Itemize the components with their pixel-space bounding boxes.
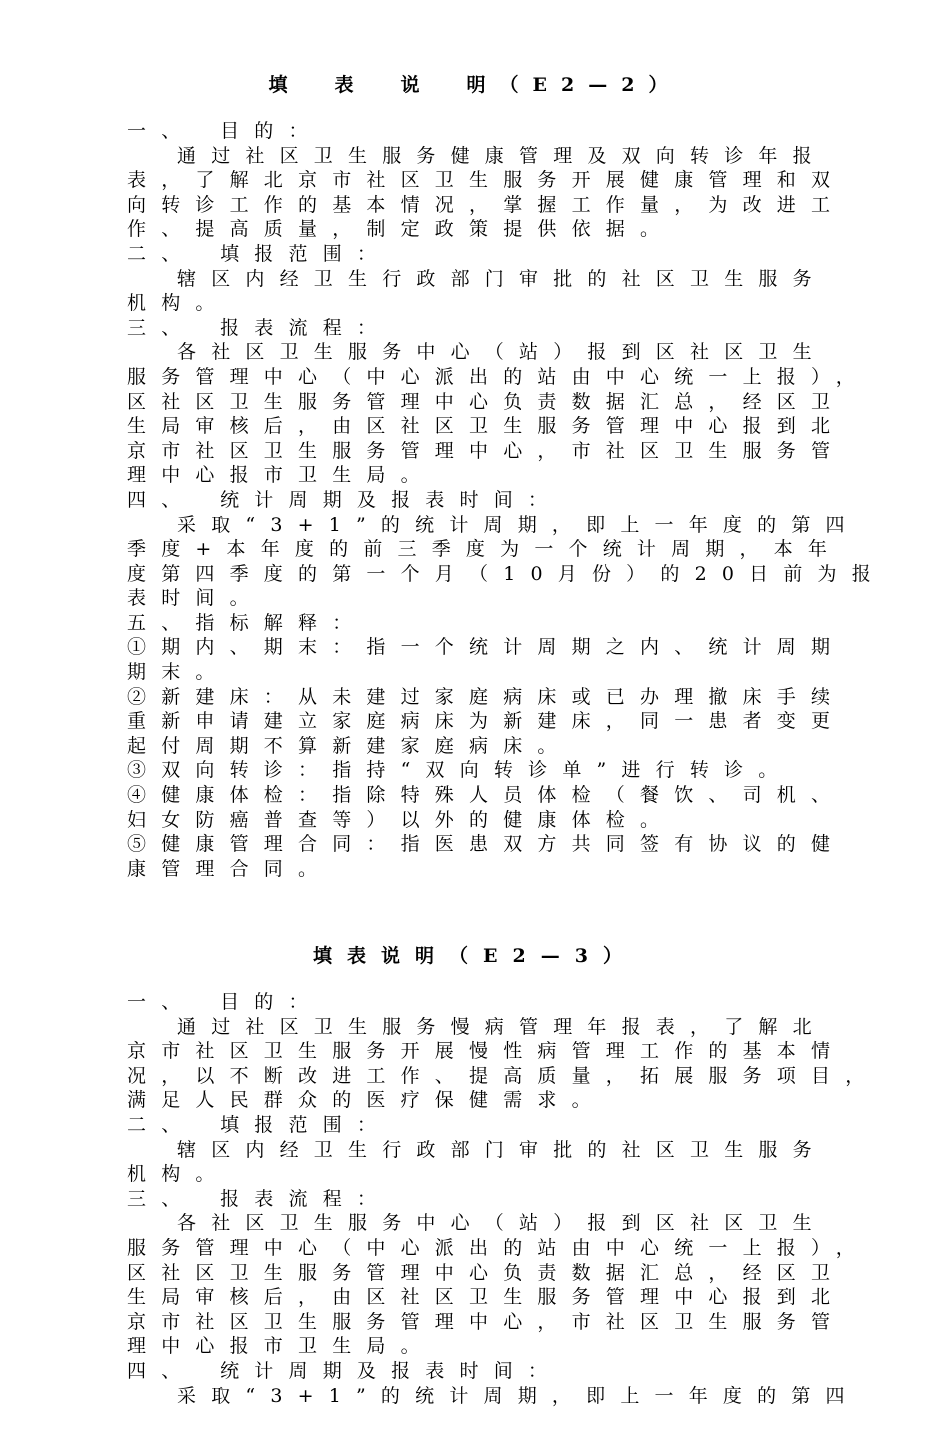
indicator-item: ①期内、期末：指一个统计周期之内、统计周期 xyxy=(127,636,846,659)
indicator-item: ④健康体检：指除特殊人员体检（餐饮、司机、 xyxy=(127,784,846,807)
paragraph-line: 满足人民群众的医疗保健需求。 xyxy=(127,1089,606,1112)
paragraph-line: 机构。 xyxy=(127,292,230,315)
paragraph-line: 期末。 xyxy=(127,661,230,684)
paragraph-line: 机构。 xyxy=(127,1163,230,1186)
paragraph-line: 起付周期不算新建家庭病床。 xyxy=(127,734,572,757)
heading-purpose: 一、 目的： xyxy=(127,120,323,142)
paragraph-line: 京市社区卫生服务管理中心，市社区卫生服务管 xyxy=(127,439,846,462)
paragraph-line: 表时间。 xyxy=(127,587,264,610)
heading-scope: 二、 填报范围： xyxy=(127,1113,392,1136)
section-body-e2-2 xyxy=(127,119,886,881)
paragraph-line: 辖区内经卫生行政部门审批的社区卫生服务 xyxy=(177,1138,827,1161)
heading-period: 四、 统计周期及报表时间： xyxy=(127,1359,563,1382)
section-body-e2-3 xyxy=(127,990,880,1408)
paragraph-line: 生局审核后，由区社区卫生服务管理中心报到北 xyxy=(127,1286,846,1309)
paragraph-line: 通过社区卫生服务慢病管理年报表，了解北 xyxy=(177,1015,827,1038)
paragraph-line: 各社区卫生服务中心（站）报到区社区卫生 xyxy=(177,1212,827,1235)
heading-indicators: 五、指标解释： xyxy=(127,611,367,634)
paragraph-line: 各社区卫生服务中心（站）报到区社区卫生 xyxy=(177,341,827,364)
heading-purpose: 一、 目的： xyxy=(127,991,323,1013)
paragraph-line: 向转诊工作的基本情况，掌握工作量，为改进工 xyxy=(127,193,846,216)
paragraph-line: 区社区卫生服务管理中心负责数据汇总，经区卫 xyxy=(127,1261,846,1284)
paragraph-line: 京市社区卫生服务开展慢性病管理工作的基本情 xyxy=(127,1040,846,1063)
paragraph-line: 重新申请建立家庭病床为新建床，同一患者变更 xyxy=(127,710,846,733)
paragraph-line: 康管理合同。 xyxy=(127,857,333,880)
paragraph-line: 况，以不断改进工作、提高质量，拓展服务项目， xyxy=(127,1064,880,1087)
indicator-item: ③双向转诊：指持“双向转诊单”进行转诊。 xyxy=(127,759,793,782)
paragraph-line: 生局审核后，由区社区卫生服务管理中心报到北 xyxy=(127,415,846,438)
section-title-e2-3: 填表说明（E2—3） xyxy=(313,945,637,967)
paragraph-line: 区社区卫生服务管理中心负责数据汇总，经区卫 xyxy=(127,390,846,413)
paragraph-line: 服务管理中心（中心派出的站由中心统一上报）， xyxy=(127,1236,870,1259)
paragraph-line: 理中心报市卫生局。 xyxy=(127,1335,435,1358)
heading-process: 三、 报表流程： xyxy=(127,316,392,339)
paragraph-line: 采取“3+1”的统计周期，即上一年度的第四 xyxy=(177,1384,860,1407)
paragraph-line: 理中心报市卫生局。 xyxy=(127,464,435,487)
paragraph-line: 季度+本年度的前三季度为一个统计周期，本年 xyxy=(127,538,843,561)
paragraph-line: 作、提高质量，制定政策提供依据。 xyxy=(127,218,675,241)
heading-process: 三、 报表流程： xyxy=(127,1187,392,1210)
paragraph-line: 辖区内经卫生行政部门审批的社区卫生服务 xyxy=(177,267,827,290)
indicator-item: ⑤健康管理合同：指医患双方共同签有协议的健 xyxy=(127,833,846,856)
indicator-item: ②新建床：从未建过家庭病床或已办理撤床手续 xyxy=(127,685,846,708)
paragraph-line: 通过社区卫生服务健康管理及双向转诊年报 xyxy=(177,144,827,167)
paragraph-line: 度第四季度的第一个月（10月份）的20日前为报 xyxy=(127,562,886,585)
heading-scope: 二、 填报范围： xyxy=(127,242,392,265)
paragraph-line: 妇女防癌普查等）以外的健康体检。 xyxy=(127,808,675,831)
section-title-e2-2: 填 表 说 明（E2—2） xyxy=(268,74,682,96)
paragraph-line: 采取“3+1”的统计周期，即上一年度的第四 xyxy=(177,513,860,536)
paragraph-line: 京市社区卫生服务管理中心，市社区卫生服务管 xyxy=(127,1310,846,1333)
paragraph-line: 服务管理中心（中心派出的站由中心统一上报）， xyxy=(127,365,870,388)
heading-period: 四、 统计周期及报表时间： xyxy=(127,488,563,511)
paragraph-line: 表，了解北京市社区卫生服务开展健康管理和双 xyxy=(127,169,846,192)
